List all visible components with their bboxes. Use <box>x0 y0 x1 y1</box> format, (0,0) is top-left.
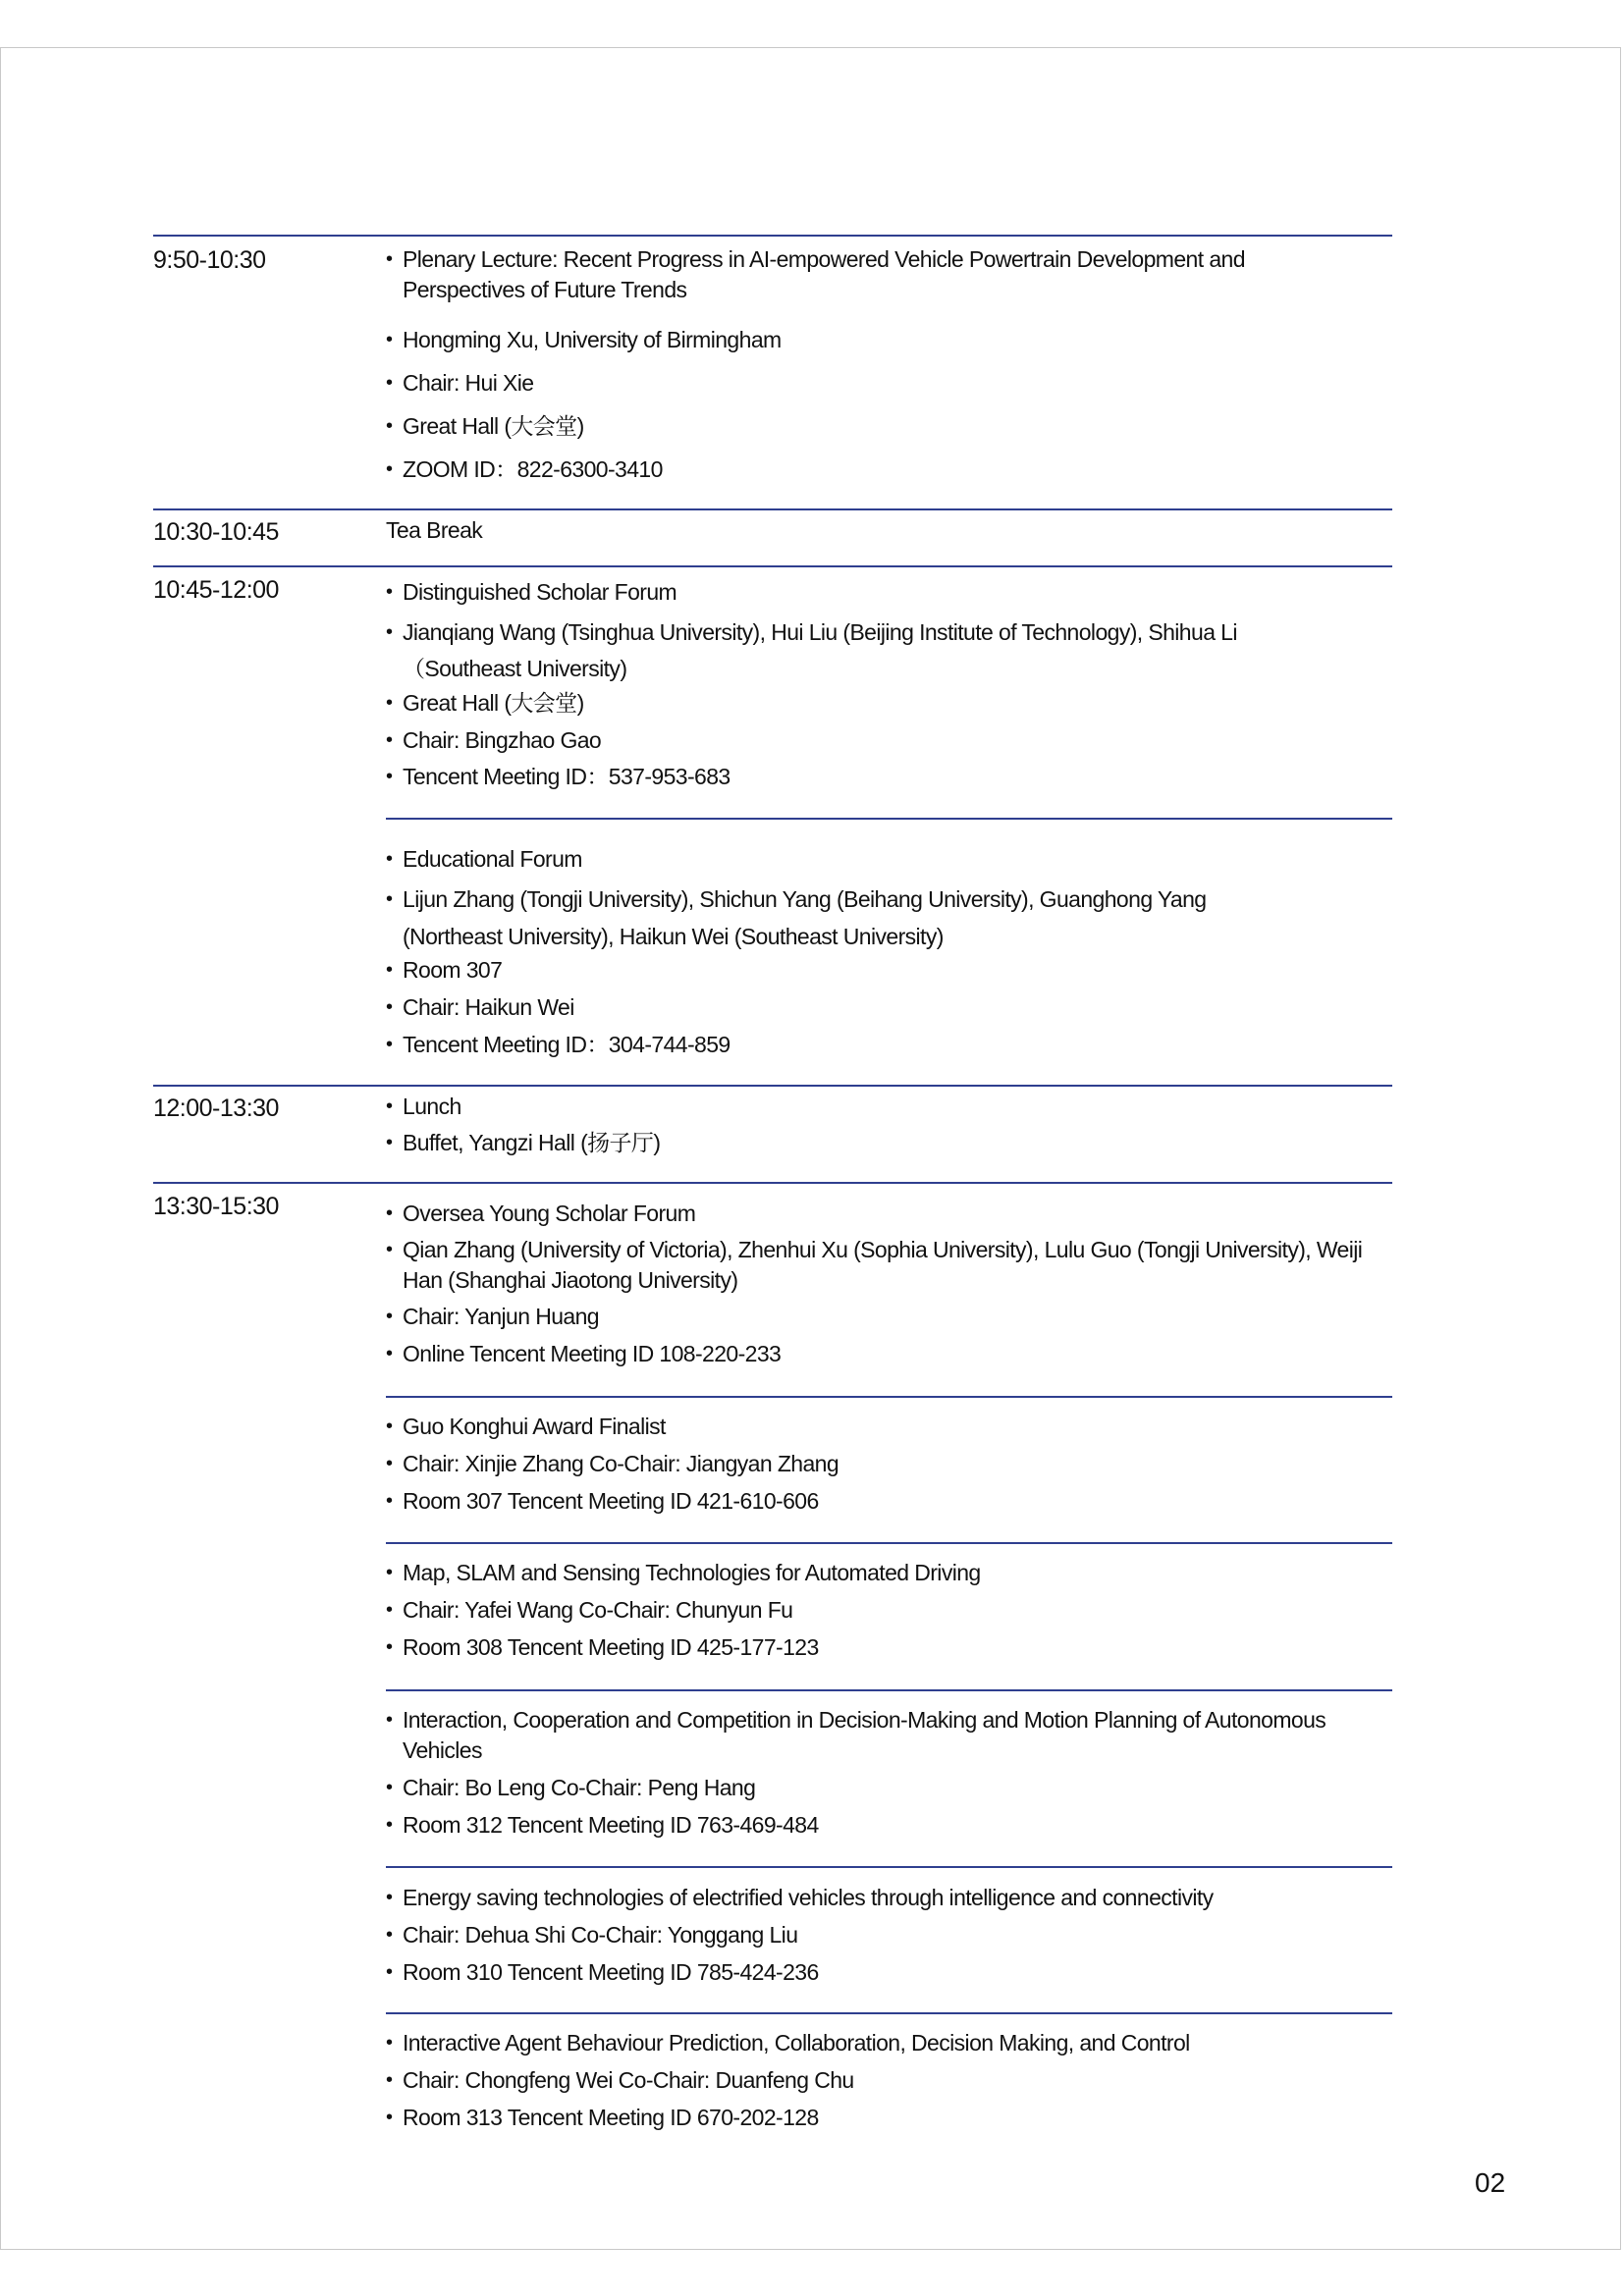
list-item: • Chair: Xinjie Zhang Co-Chair: Jiangyan Zhang <box>386 1451 839 1476</box>
list-item: • Room 307 Tencent Meeting ID 421-610-606 <box>386 1488 819 1514</box>
divider <box>386 2012 1392 2014</box>
list-item: • Lijun Zhang (Tongji University), Shichun Yang (Beihang University), Guanghong Yang (Northeast University), Haikun Wei (Southeast University) <box>386 886 1207 949</box>
list-item: • Tencent Meeting ID：304-744-859 <box>386 1032 731 1057</box>
list-item: • Energy saving technologies of electrified vehicles through intelligence and connectivity <box>386 1885 1214 1910</box>
session-time: 9:50-10:30 <box>153 246 266 274</box>
list-item: • Jianqiang Wang (Tsinghua University), Hui Liu (Beijing Institute of Technology), Shihua Li （Southeast University) <box>386 619 1237 681</box>
list-item: • Room 307 <box>386 957 503 983</box>
list-item: • Chair: Haikun Wei <box>386 994 574 1020</box>
list-item: • Chair: Chongfeng Wei Co-Chair: Duanfeng Chu <box>386 2067 854 2093</box>
divider <box>386 1866 1392 1868</box>
list-item: • ZOOM ID：822-6300-3410 <box>386 456 663 482</box>
list-item: • Great Hall (大会堂) <box>386 690 584 716</box>
session-time: 12:00-13:30 <box>153 1095 279 1122</box>
list-item: • Interaction, Cooperation and Competition in Decision-Making and Motion Planning of Autonomous Vehicles <box>386 1707 1326 1763</box>
page-number: 02 <box>1475 2167 1506 2198</box>
list-item: • Chair: Hui Xie <box>386 370 534 396</box>
divider <box>386 1396 1392 1398</box>
list-item: • Oversea Young Scholar Forum <box>386 1201 696 1226</box>
list-item: • Guo Konghui Award Finalist <box>386 1414 666 1439</box>
list-item: • Plenary Lecture: Recent Progress in AI-empowered Vehicle Powertrain Development and Perspectives of Future Trends <box>386 246 1245 302</box>
list-item: • Buffet, Yangzi Hall (扬子厅) <box>386 1130 661 1155</box>
list-item: • Chair: Bo Leng Co-Chair: Peng Hang <box>386 1775 756 1800</box>
list-item: • Online Tencent Meeting ID 108-220-233 <box>386 1341 782 1366</box>
list-item: • Hongming Xu, University of Birmingham <box>386 327 782 352</box>
list-item: • Room 313 Tencent Meeting ID 670-202-128 <box>386 2105 819 2130</box>
list-item: • Map, SLAM and Sensing Technologies for Automated Driving <box>386 1560 981 1585</box>
list-item: • Great Hall (大会堂) <box>386 413 584 439</box>
list-item: • Chair: Yafei Wang Co-Chair: Chunyun Fu <box>386 1597 793 1623</box>
list-item: • Chair: Dehua Shi Co-Chair: Yonggang Liu <box>386 1922 798 1948</box>
list-item: • Qian Zhang (University of Victoria), Zhenhui Xu (Sophia University), Lulu Guo (Tongji University), Weiji Han (Shanghai Jiaotong University) <box>386 1237 1363 1293</box>
list-item: • Educational Forum <box>386 846 582 872</box>
divider <box>153 1085 1392 1087</box>
divider <box>153 508 1392 510</box>
list-item: • Tencent Meeting ID：537-953-683 <box>386 764 731 789</box>
list-item: • Room 308 Tencent Meeting ID 425-177-123 <box>386 1634 819 1660</box>
divider <box>153 565 1392 567</box>
divider <box>386 1542 1392 1544</box>
list-item: • Interactive Agent Behaviour Prediction, Collaboration, Decision Making, and Control <box>386 2030 1190 2056</box>
session-time: 13:30-15:30 <box>153 1193 279 1220</box>
list-item: • Chair: Yanjun Huang <box>386 1304 600 1329</box>
divider <box>153 1182 1392 1184</box>
divider <box>153 235 1392 237</box>
divider <box>386 1689 1392 1691</box>
divider <box>386 818 1392 820</box>
session-text: Tea Break <box>386 517 483 543</box>
list-item: • Room 312 Tencent Meeting ID 763-469-484 <box>386 1812 819 1838</box>
list-item: • Distinguished Scholar Forum <box>386 579 677 605</box>
list-item: • Chair: Bingzhao Gao <box>386 727 602 753</box>
session-time: 10:45-12:00 <box>153 576 279 604</box>
list-item: • Lunch <box>386 1094 461 1119</box>
session-time: 10:30-10:45 <box>153 518 279 546</box>
list-item: • Room 310 Tencent Meeting ID 785-424-236 <box>386 1959 819 1985</box>
